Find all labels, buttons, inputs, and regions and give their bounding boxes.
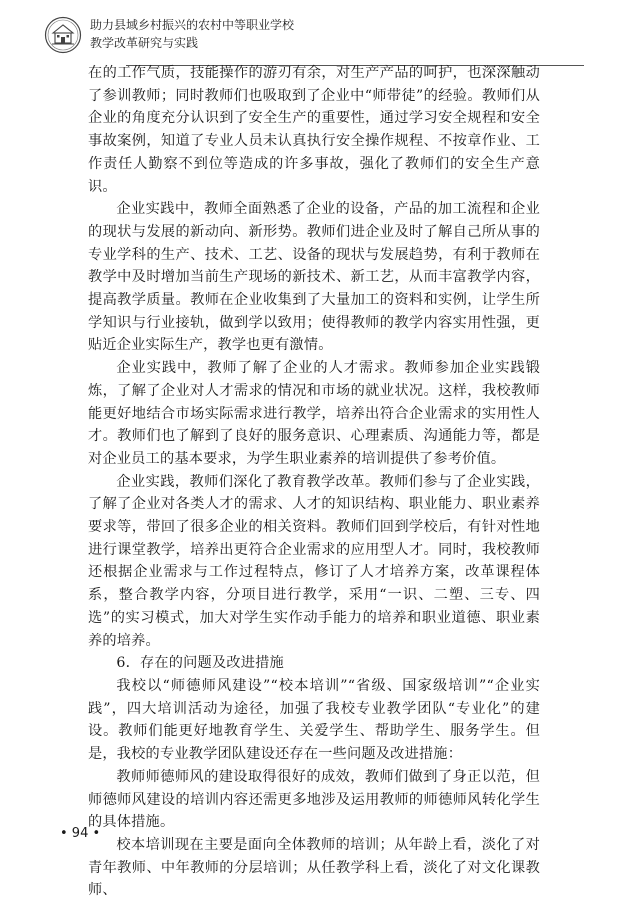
paragraph: 企业实践中，教师了解了企业的人才需求。教师参加企业实践锻炼，了解了企业对人才需求的情况和市场的就业状况。这样，我校教师能更好地结合市场实际需求进行教学，培养出符合企业需求的实用性人才。教师们也了解到了良好的服务意识、心理素质、沟通能力等，都是对企业员工的基本要求，为学生职业素养的培训提供了参考价值。: [88, 360, 540, 467]
school-building-icon: [44, 16, 82, 54]
header-title-line1: 助力县域乡村振兴的农村中等职业学校: [90, 18, 295, 32]
paragraph: 企业实践，教师们深化了教育教学改革。教师们参与了企业实践，了解了企业对各类人才的需求、人才的知识结构、职业能力、职业素养要求等，带回了很多企业的相关资料。教师们回到学校后，有针对性地进行课堂教学，培养出更符合企业需求的应用型人才。同时，我校教师还根据企业需求与工作过程特点，修订了人才培养方案，改革课程体系，整合教学内容，分项目进行教学，采用“一识、二塑、三专、四选”的实习模式，加大对学生实作动手能力的培养和职业道德、职业素养的培养。: [88, 473, 540, 649]
paragraph: 校本培训现在主要是面向全体教师的培训；从年龄上看，淡化了对青年教师、中年教师的分层培训；从任教学科上看，淡化了对文化课教师、: [88, 836, 540, 899]
header-title-line2: 教学改革研究与实践: [90, 36, 199, 50]
paragraph: 教师师德师风的建设取得很好的成效，教师们做到了身正以范，但师德师风建设的培训内容还需更多地涉及运用教师的师德师风转化学生的具体措施。: [88, 768, 540, 831]
section-heading: 6．存在的问题及改进措施: [116, 655, 284, 672]
paragraph: 企业实践中，教师全面熟悉了企业的设备，产品的加工流程和企业的现状与发展的新动向、新形势。教师们进企业及时了解自己所从事的专业学科的生产、技术、工艺、设备的现状与发展趋势，有利于教师在教学中及时增加当前生产现场的新技术、新工艺，从而丰富教学内容，提高教学质量。教师在企业收集到了大量加工的资料和实例，让学生所学知识与行业接轨，做到学以致用；使得教师的教学内容实用性强，更贴近企业实际生产，教学也更有激情。: [88, 201, 540, 354]
paragraph: 我校以“师德师风建设”“校本培训”“省级、国家级培训”“企业实践”，四大培训活动为途径，加强了我校专业教学团队“专业化”的建设。教师们能更好地教育学生、关爱学生、帮助学生、服务学生。但是，我校的专业教学团队建设还存在一些问题及改进措施：: [88, 677, 540, 763]
page-header: [44, 12, 584, 58]
body-text: [88, 62, 540, 902]
page-number: • 94 •: [60, 826, 101, 841]
paragraph-continued: 在的工作气质，技能操作的游刃有余，对生产产品的呵护，也深深触动了参训教师；同时教师们也吸取到了企业中“师带徒”的经验。教师们从企业的角度充分认识到了安全生产的重要性，通过学习安全规程和安全事故案例，知道了专业人员未认真执行安全操作规程、不按章作业、工作责任人勤察不到位等造成的许多事故，强化了教师们的安全生产意识。: [88, 65, 540, 195]
